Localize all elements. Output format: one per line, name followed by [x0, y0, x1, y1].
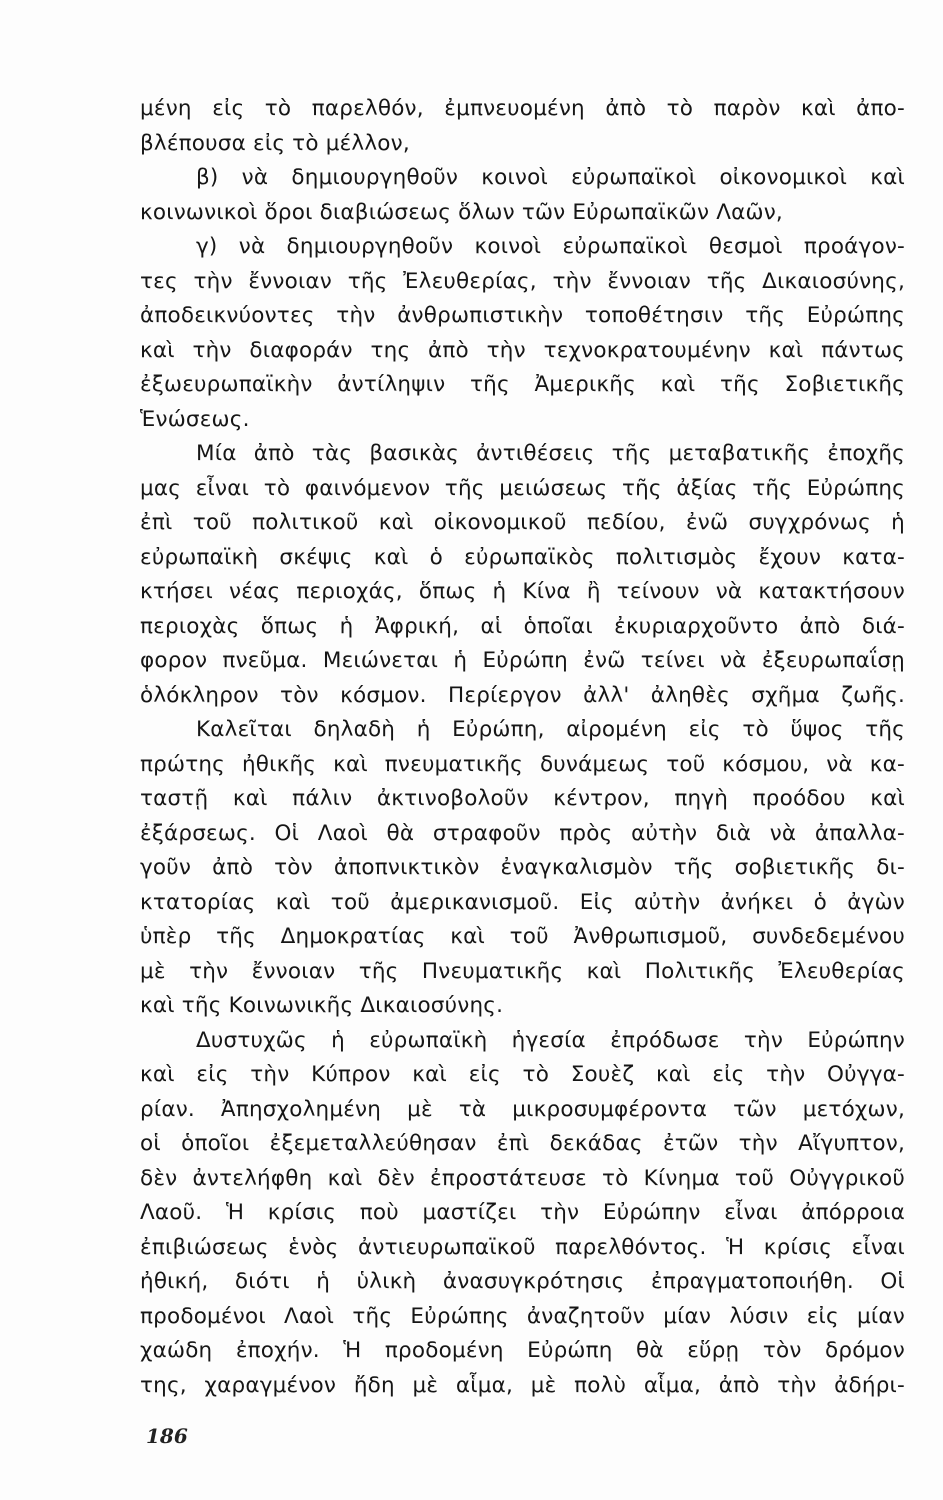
- text-line: ὑπὲρ τῆς Δημοκρατίας καὶ τοῦ Ἀνθρωπισμοῦ, συνδεδεμένου: [140, 924, 905, 949]
- page-number: 186: [146, 1424, 188, 1448]
- text-line: Δυστυχῶς ἡ εὐρωπαϊκὴ ἡγεσία ἐπρόδωσε τὴν Εὐρώπην: [196, 1027, 905, 1053]
- text-line: πρώτης ἠθικῆς καὶ πνευματικῆς δυνάμεως τοῦ κόσμου, νὰ κα-: [140, 751, 905, 777]
- body-text: [140, 92, 905, 1403]
- text-line: ἠθική, διότι ἡ ὑλικὴ ἀνασυγκρότησις ἐπραγματοποιήθη. Οἱ: [140, 1269, 905, 1294]
- text-line: γ) νὰ δημιουργηθοῦν κοινοὶ εὐρωπαϊκοὶ θεσμοὶ προάγον-: [196, 234, 905, 259]
- text-line: κοινωνικοὶ ὅροι διαβιώσεως ὅλων τῶν Εὐρωπαϊκῶν Λαῶν,: [140, 199, 783, 225]
- text-line: γοῦν ἀπὸ τὸν ἀποπνικτικὸν ἐναγκαλισμὸν τῆς σοβιετικῆς δι-: [140, 855, 905, 880]
- text-line: βλέπουσα εἰς τὸ μέλλον,: [140, 130, 410, 156]
- text-line: ὁλόκληρον τὸν κόσμον. Περίεργον ἀλλ' ἀληθὲς σχῆμα ζωῆς.: [140, 682, 905, 708]
- text-line: ἀποδεικνύοντες τὴν ἀνθρωπιστικὴν τοποθέτησιν τῆς Εὐρώπης: [140, 303, 905, 328]
- text-line: Μία ἀπὸ τὰς βασικὰς ἀντιθέσεις τῆς μεταβατικῆς ἐποχῆς: [196, 441, 905, 466]
- text-line: προδομένοι Λαοὶ τῆς Εὐρώπης ἀναζητοῦν μίαν λύσιν εἰς μίαν: [140, 1303, 905, 1329]
- text-line: φορον πνεῦμα. Μειώνεται ἡ Εὐρώπη ἐνῶ τείνει νὰ ἐξευρωπαΐσῃ: [140, 648, 905, 673]
- text-line: κτήσει νέας περιοχάς, ὅπως ἡ Κίνα ἢ τείνουν νὰ κατακτήσουν: [140, 579, 905, 604]
- text-line: Λαοῦ. Ἡ κρίσις ποὺ μαστίζει τὴν Εὐρώπην εἶναι ἀπόρροια: [140, 1200, 905, 1225]
- text-line: μας εἶναι τὸ φαινόμενον τῆς μειώσεως τῆς ἀξίας τῆς Εὐρώπης: [140, 475, 905, 501]
- text-line: ρίαν. Ἀπησχολημένη μὲ τὰ μικροσυμφέροντα τῶν μετόχων,: [140, 1096, 905, 1122]
- text-line: β) νὰ δημιουργηθοῦν κοινοὶ εὐρωπαϊκοὶ οἰκονομικοὶ καὶ: [196, 165, 905, 190]
- text-line: καὶ τῆς Κοινωνικῆς Δικαιοσύνης.: [140, 993, 504, 1018]
- text-line: ἐξάρσεως. Οἱ Λαοὶ θὰ στραφοῦν πρὸς αὐτὴν διὰ νὰ ἀπαλλα-: [140, 820, 905, 846]
- text-line: της, χαραγμένον ἤδη μὲ αἷμα, μὲ πολὺ αἷμα, ἀπὸ τὴν ἀδήρι-: [140, 1372, 905, 1398]
- text-line: τες τὴν ἔννοιαν τῆς Ἐλευθερίας, τὴν ἔννοιαν τῆς Δικαιοσύνης,: [140, 268, 905, 294]
- text-line: ἐπιβιώσεως ἑνὸς ἀντιευρωπαϊκοῦ παρελθόντος. Ἡ κρίσις εἶναι: [140, 1234, 905, 1260]
- text-line: περιοχὰς ὅπως ἡ Ἀφρική, αἱ ὁποῖαι ἐκυριαρχοῦντο ἀπὸ διά-: [140, 613, 905, 639]
- text-line: ἐπὶ τοῦ πολιτικοῦ καὶ οἰκονομικοῦ πεδίου, ἐνῶ συγχρόνως ἡ: [140, 510, 905, 535]
- text-line: Καλεῖται δηλαδὴ ἡ Εὐρώπη, αἰρομένη εἰς τὸ ὕψος τῆς: [196, 717, 905, 742]
- text-line: δὲν ἀντελήφθη καὶ δὲν ἐπροστάτευσε τὸ Κίνημα τοῦ Οὐγγρικοῦ: [140, 1165, 905, 1191]
- text-line: καὶ τὴν διαφοράν της ἀπὸ τὴν τεχνοκρατουμένην καὶ πάντως: [140, 337, 905, 363]
- text-line: εὐρωπαϊκὴ σκέψις καὶ ὁ εὐρωπαϊκὸς πολιτισμὸς ἔχουν κατα-: [140, 544, 905, 570]
- text-line: οἱ ὁποῖοι ἐξεμεταλλεύθησαν ἐπὶ δεκάδας ἐτῶν τὴν Αἴγυπτον,: [140, 1131, 905, 1156]
- text-line: ταστῇ καὶ πάλιν ἀκτινοβολοῦν κέντρον, πηγὴ προόδου καὶ: [140, 786, 905, 811]
- text-line: κτατορίας καὶ τοῦ ἀμερικανισμοῦ. Εἰς αὐτὴν ἀνήκει ὁ ἀγὼν: [140, 889, 905, 915]
- text-line: χαώδη ἐποχήν. Ἡ προδομένη Εὐρώπη θὰ εὕρῃ τὸν δρόμον: [140, 1338, 905, 1363]
- text-line: καὶ εἰς τὴν Κύπρον καὶ εἰς τὸ Σουὲζ καὶ εἰς τὴν Οὐγγα-: [140, 1062, 905, 1087]
- text-line: Ἑνώσεως.: [140, 406, 250, 432]
- text-line: μένη εἰς τὸ παρελθόν, ἐμπνευομένη ἀπὸ τὸ παρὸν καὶ ἀπο-: [140, 96, 905, 121]
- text-line: ἐξωευρωπαϊκὴν ἀντίληψιν τῆς Ἀμερικῆς καὶ τῆς Σοβιετικῆς: [140, 372, 905, 397]
- text-line: μὲ τὴν ἔννοιαν τῆς Πνευματικῆς καὶ Πολιτικῆς Ἐλευθερίας: [140, 958, 905, 984]
